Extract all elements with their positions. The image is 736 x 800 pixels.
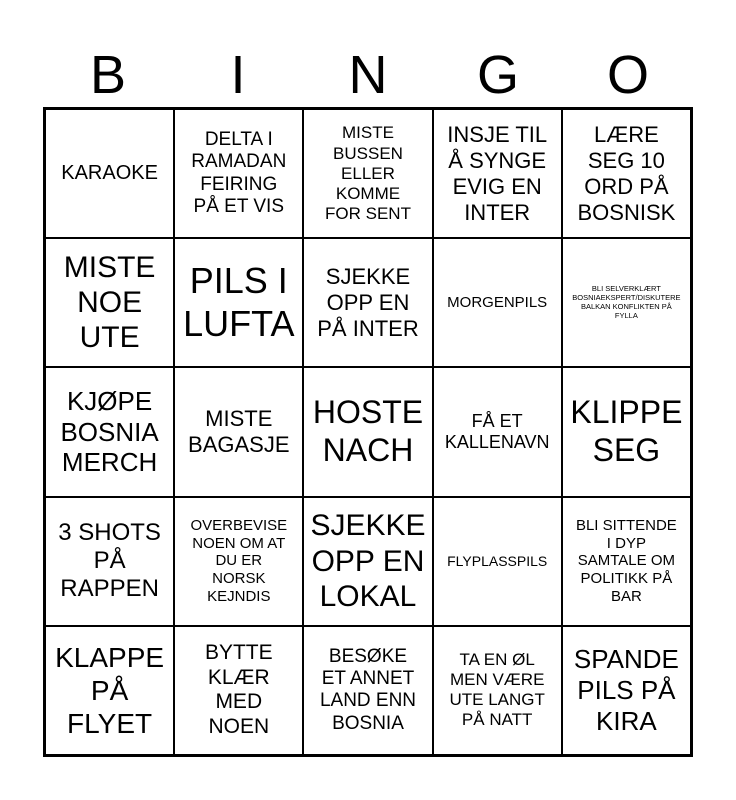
bingo-cell[interactable] (562, 497, 691, 626)
bingo-cell-text: BLI SELVERKLÆRT BOSNIAEKSPERT/DISKUTERE BALKAN KONFLIKTEN PÅ FYLLA (572, 284, 681, 320)
bingo-grid (43, 107, 693, 757)
bingo-cell[interactable] (433, 109, 562, 238)
header-letter-n: N (348, 45, 388, 105)
bingo-cell-text: BLI SITTENDE I DYP SAMTALE OM POLITIKK PÅ BAR (575, 516, 677, 605)
bingo-cell-text: MISTE BUSSEN ELLER KOMME FOR SENT (325, 123, 411, 223)
bingo-cell-text: KLIPPE SEG (570, 394, 683, 468)
bingo-cell[interactable] (45, 109, 174, 238)
bingo-cell-text: MORGENPILS (447, 293, 548, 311)
bingo-cell[interactable] (174, 109, 303, 238)
bingo-cell-text: BESØKE ET ANNET LAND ENN BOSNIA (319, 645, 417, 734)
bingo-cell[interactable] (562, 109, 691, 238)
bingo-cell-text: LÆRE SEG 10 ORD PÅ BOSNISK (577, 121, 676, 225)
bingo-cell[interactable] (562, 626, 691, 755)
bingo-cell[interactable] (174, 626, 303, 755)
bingo-cell-text: KJØPE BOSNIA MERCH (60, 385, 159, 478)
bingo-cell[interactable] (433, 367, 562, 496)
bingo-cell[interactable] (45, 626, 174, 755)
bingo-cell-text: KARAOKE (61, 161, 158, 184)
bingo-cell-text: OVERBEVISE NOEN OM AT DU ER NORSK KEJNDIS (190, 516, 288, 605)
bingo-cell-text: MISTE NOE UTE (63, 250, 156, 355)
bingo-cell[interactable] (562, 238, 691, 367)
bingo-cell[interactable] (303, 497, 432, 626)
bingo-cell-text: TA EN ØL MEN VÆRE UTE LANGT PÅ NATT (449, 650, 545, 730)
bingo-cell-text: DELTA I RAMADAN FEIRING PÅ ET VIS (191, 128, 287, 217)
bingo-cell[interactable] (433, 238, 562, 367)
bingo-cell[interactable] (303, 626, 432, 755)
bingo-cell[interactable] (45, 238, 174, 367)
bingo-cell-text: PILS I LUFTA (183, 260, 295, 344)
header-letter-o: O (606, 45, 649, 105)
bingo-cell-text: KLAPPE PÅ FLYET (55, 641, 165, 739)
header-letter-b: B (89, 45, 127, 105)
header-letter-g: G (476, 45, 519, 105)
bingo-cell[interactable] (433, 626, 562, 755)
bingo-cell[interactable] (174, 238, 303, 367)
bingo-cell-text: FÅ ET KALLENAVN (444, 410, 550, 452)
bingo-cell[interactable] (303, 238, 432, 367)
bingo-cell[interactable] (562, 367, 691, 496)
bingo-cell[interactable] (174, 497, 303, 626)
bingo-cell-text: FLYPLASSPILS (447, 552, 548, 569)
bingo-cell-text: INSJE TIL Å SYNGE EVIG EN INTER (447, 121, 548, 225)
bingo-cell[interactable] (45, 367, 174, 496)
bingo-cell-text: 3 SHOTS PÅ RAPPEN (58, 518, 161, 603)
bingo-header (43, 42, 693, 108)
bingo-cell-text: HOSTE NACH (312, 394, 424, 468)
bingo-cell[interactable] (45, 497, 174, 626)
bingo-cell-text: SPANDE PILS PÅ KIRA (573, 644, 679, 736)
bingo-cell-text: MISTE BAGASJE (188, 406, 290, 457)
header-letter-i: I (230, 45, 246, 105)
bingo-cell-text: SJEKKE OPP EN LOKAL (310, 509, 426, 613)
bingo-cell[interactable] (174, 367, 303, 496)
bingo-cell[interactable] (303, 367, 432, 496)
bingo-cell[interactable] (303, 109, 432, 238)
bingo-cell-text: SJEKKE OPP EN PÅ INTER (317, 263, 419, 341)
bingo-cell[interactable] (433, 497, 562, 626)
bingo-cell-text: BYTTE KLÆR MED NOEN (204, 640, 273, 739)
